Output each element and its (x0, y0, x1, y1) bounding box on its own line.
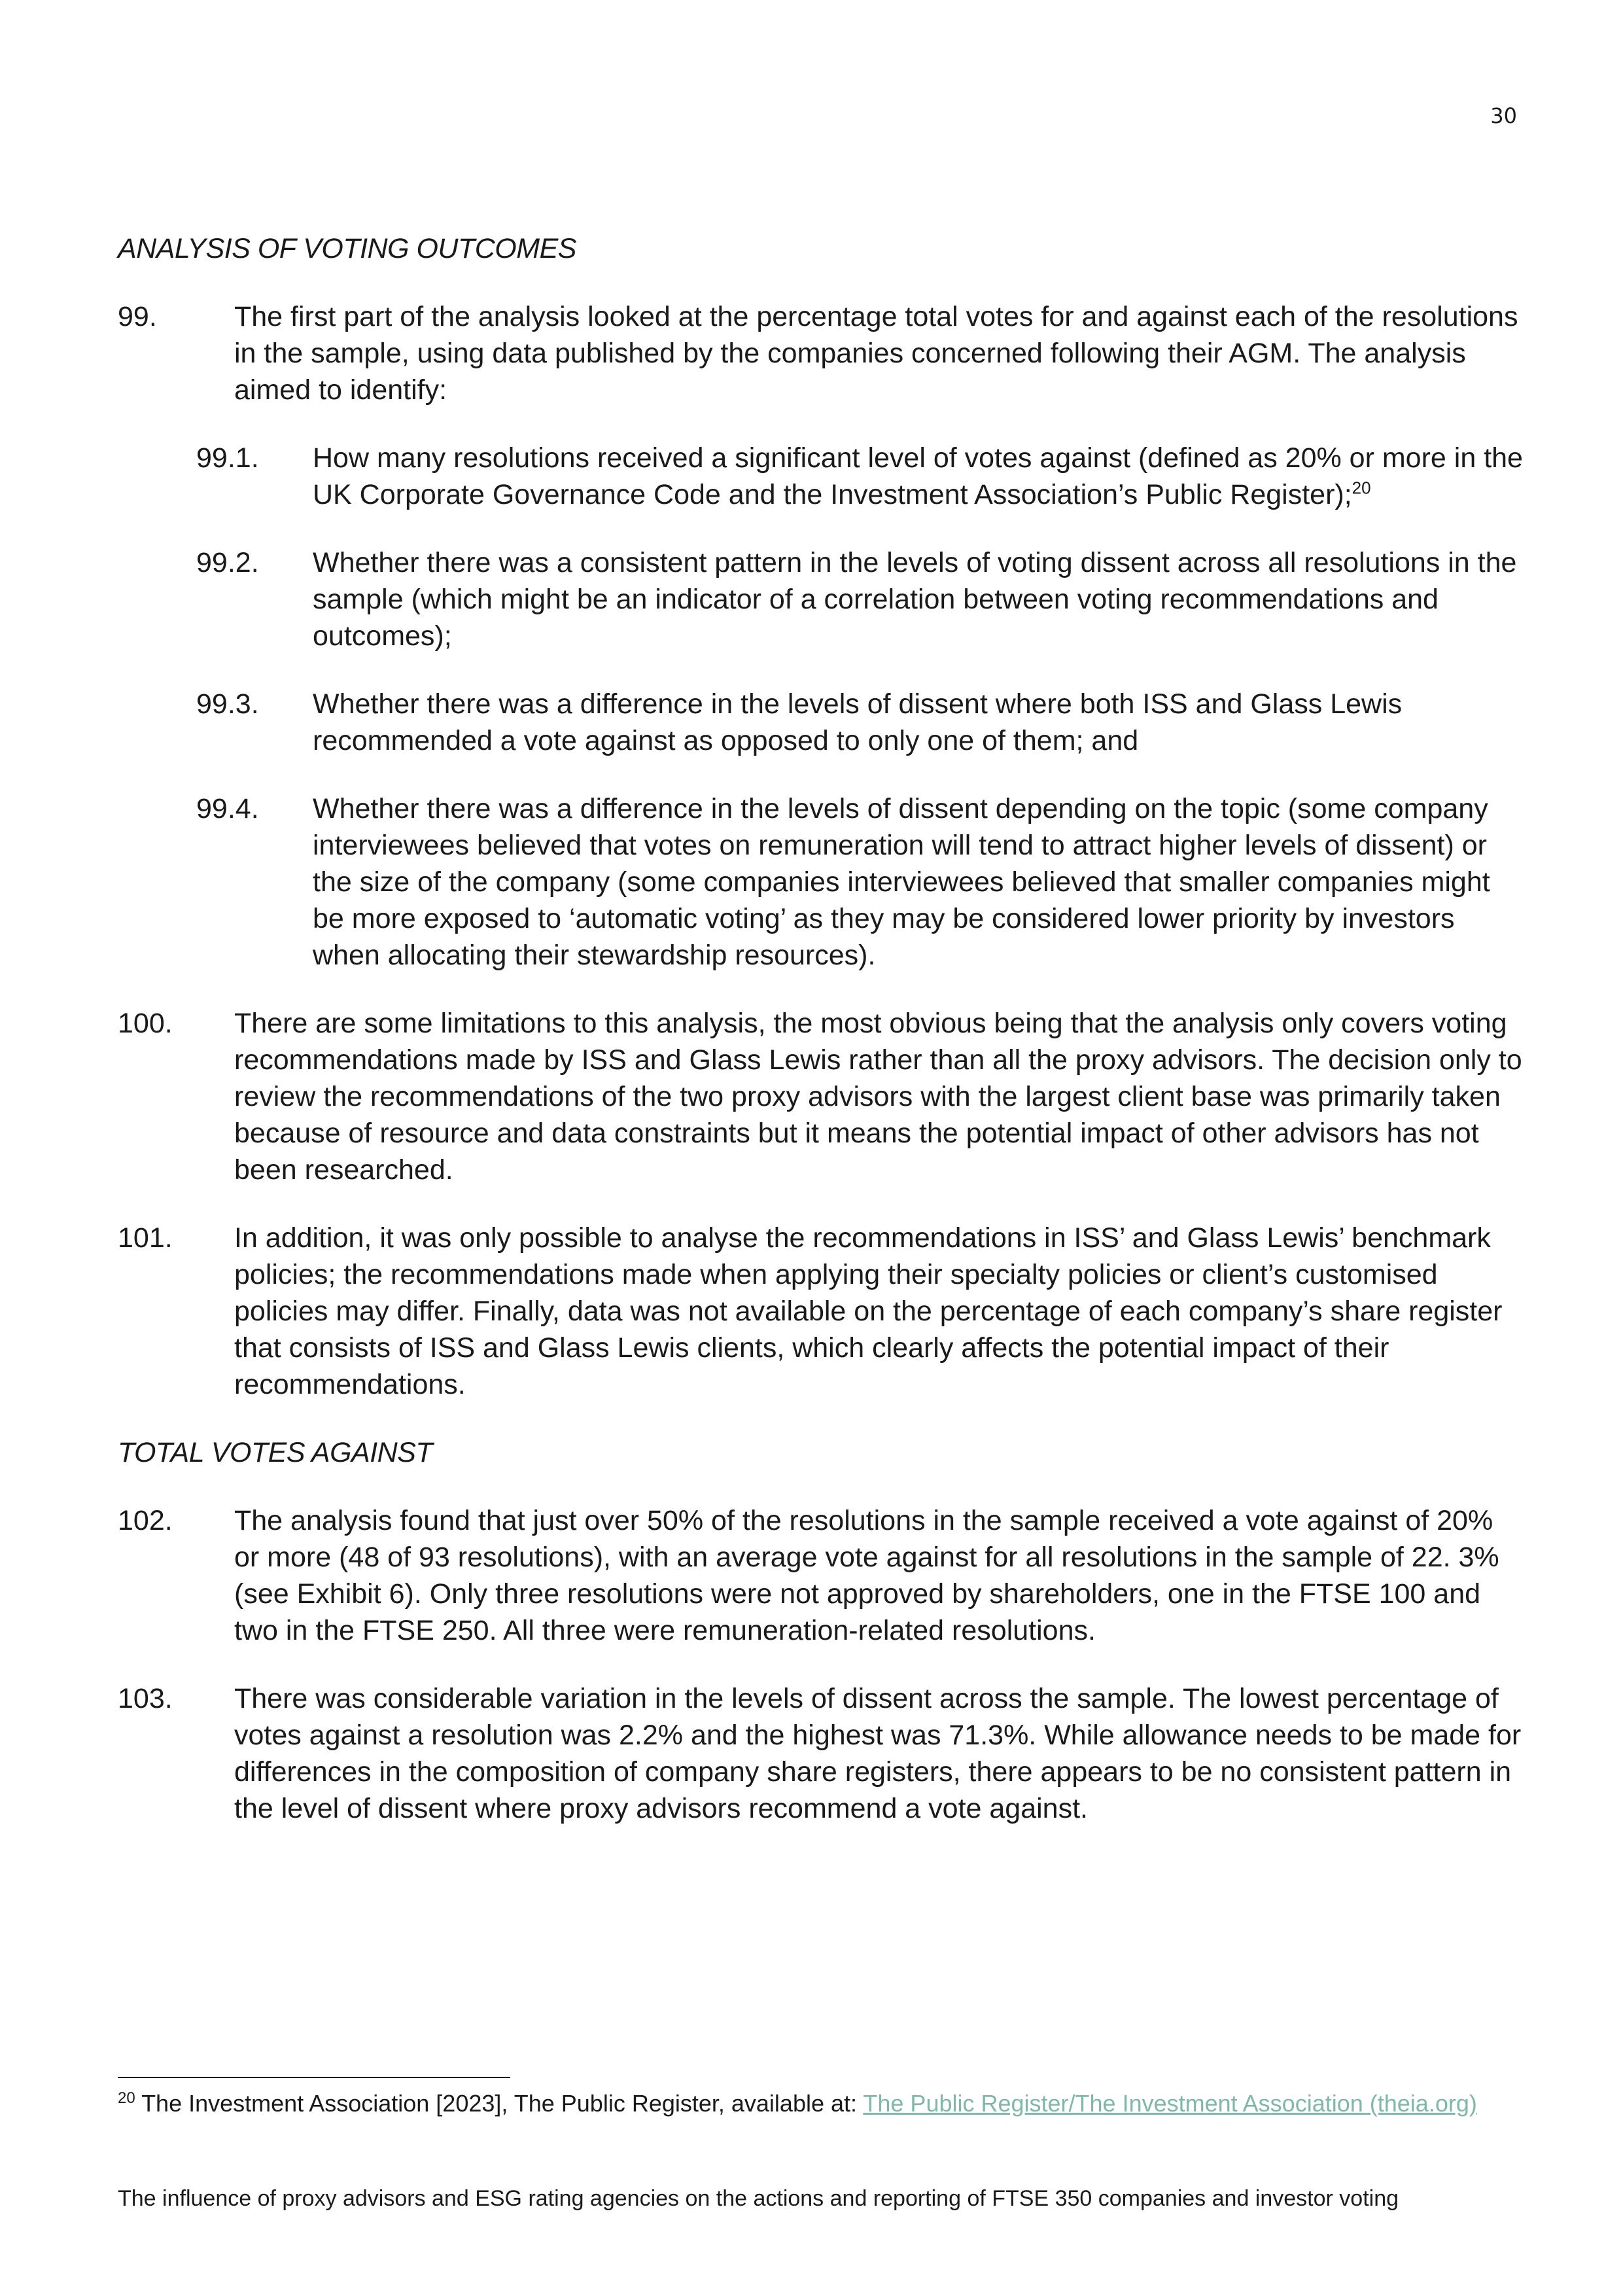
subparagraph-99-3 (196, 686, 1524, 759)
subparagraph-number: 99.3. (196, 688, 259, 720)
subparagraph-number: 99.4. (196, 793, 259, 824)
page-footer: The influence of proxy advisors and ESG rating agencies on the actions and reporting of FTSE 350 companies and investor voting (118, 2186, 1399, 2211)
document-body (118, 230, 1524, 1858)
subparagraph-text: Whether there was a difference in the levels of dissent where both ISS and Glass Lewis recommended a vote against as opposed to only one of them; and (313, 688, 1403, 756)
paragraph-text: In addition, it was only possible to analyse the recommendations in ISS’ and Glass Lewis’ benchmark policies; the recommendations made when applying their specialty policies or client’s customised policies may differ. Finally, data was not available on the percentage of each company’s share register that consists of ISS and Glass Lewis clients, which clearly affects the potential impact of their recommendations. (234, 1222, 1503, 1400)
subparagraph-body: How many resolutions received a significant level of votes against (defined as 20% or more in the UK Corporate Governance Code and the Investment Association’s Public Register); (313, 442, 1523, 510)
paragraph-text: There was considerable variation in the levels of dissent across the sample. The lowest percentage of votes against a resolution was 2.2% and the highest was 71.3%. While allowance needs to be made for differences in the composition of company share registers, there appears to be no consistent pattern in the level of dissent where proxy advisors recommend a vote against. (234, 1683, 1522, 1824)
section-heading-total-votes: TOTAL VOTES AGAINST (118, 1437, 433, 1468)
subparagraph-number: 99.2. (196, 547, 259, 578)
paragraph-text: The first part of the analysis looked at the percentage total votes for and against each of the resolutions in the sample, using data published by the companies concerned following their AGM. The analysis aimed to identify: (234, 301, 1518, 406)
footnote-divider (118, 2077, 510, 2078)
subparagraph-text: Whether there was a consistent pattern in the levels of voting dissent across all resolutions in the sample (which might be an indicator of a correlation between voting recommendations and outcomes); (313, 547, 1517, 652)
paragraph-text: The analysis found that just over 50% of the resolutions in the sample received a vote against of 20% or more (48 of 93 resolutions), with an average vote against for all resolutions in the sample of 22. 3% (see Exhibit 6). Only three resolutions were not approved by shareholders, one in the FTSE 100 and two in the FTSE 250. All three were remuneration-related resolutions. (234, 1505, 1499, 1646)
paragraph-text: There are some limitations to this analysis, the most obvious being that the analysis only covers voting recommendations made by ISS and Glass Lewis rather than all the proxy advisors. The decision only to review the recommendations of the two proxy advisors with the largest client base was primarily taken because of resource and data constraints but it means the potential impact of other advisors has not been researched. (234, 1008, 1522, 1186)
footnote-marker: 20 (118, 2089, 135, 2107)
page-number: 30 (1490, 103, 1517, 128)
paragraph-number: 101. (118, 1222, 173, 1254)
paragraph-102 (118, 1502, 1524, 1649)
subparagraph-99-1 (196, 440, 1524, 513)
footnote (118, 2089, 1524, 2119)
paragraph-number: 102. (118, 1505, 173, 1536)
paragraph-101 (118, 1220, 1524, 1403)
subparagraph-text (313, 440, 1524, 513)
subparagraph-99-4 (196, 790, 1524, 974)
paragraph-number: 103. (118, 1683, 173, 1714)
paragraph-99 (118, 298, 1524, 408)
section-heading-analysis: ANALYSIS OF VOTING OUTCOMES (118, 233, 576, 264)
footnote-text: The Investment Association [2023], The Public Register, available at: (141, 2090, 858, 2117)
paragraph-100 (118, 1005, 1524, 1188)
subparagraph-text: Whether there was a difference in the levels of dissent depending on the topic (some company interviewees believed that votes on remuneration will tend to attract higher levels of dissent) or the size of the company (some companies interviewees believed that smaller companies might be more exposed to ‘automatic voting’ as they may be considered lower priority by investors when allocating their stewardship resources). (313, 793, 1490, 971)
subparagraph-number: 99.1. (196, 442, 259, 474)
footnote-link[interactable]: The Public Register/The Investment Association (theia.org) (863, 2090, 1477, 2117)
paragraph-103 (118, 1680, 1524, 1827)
paragraph-number: 100. (118, 1008, 173, 1039)
paragraph-number: 99. (118, 301, 157, 332)
subparagraph-99-2 (196, 544, 1524, 654)
footnote-reference[interactable]: 20 (1352, 478, 1371, 498)
